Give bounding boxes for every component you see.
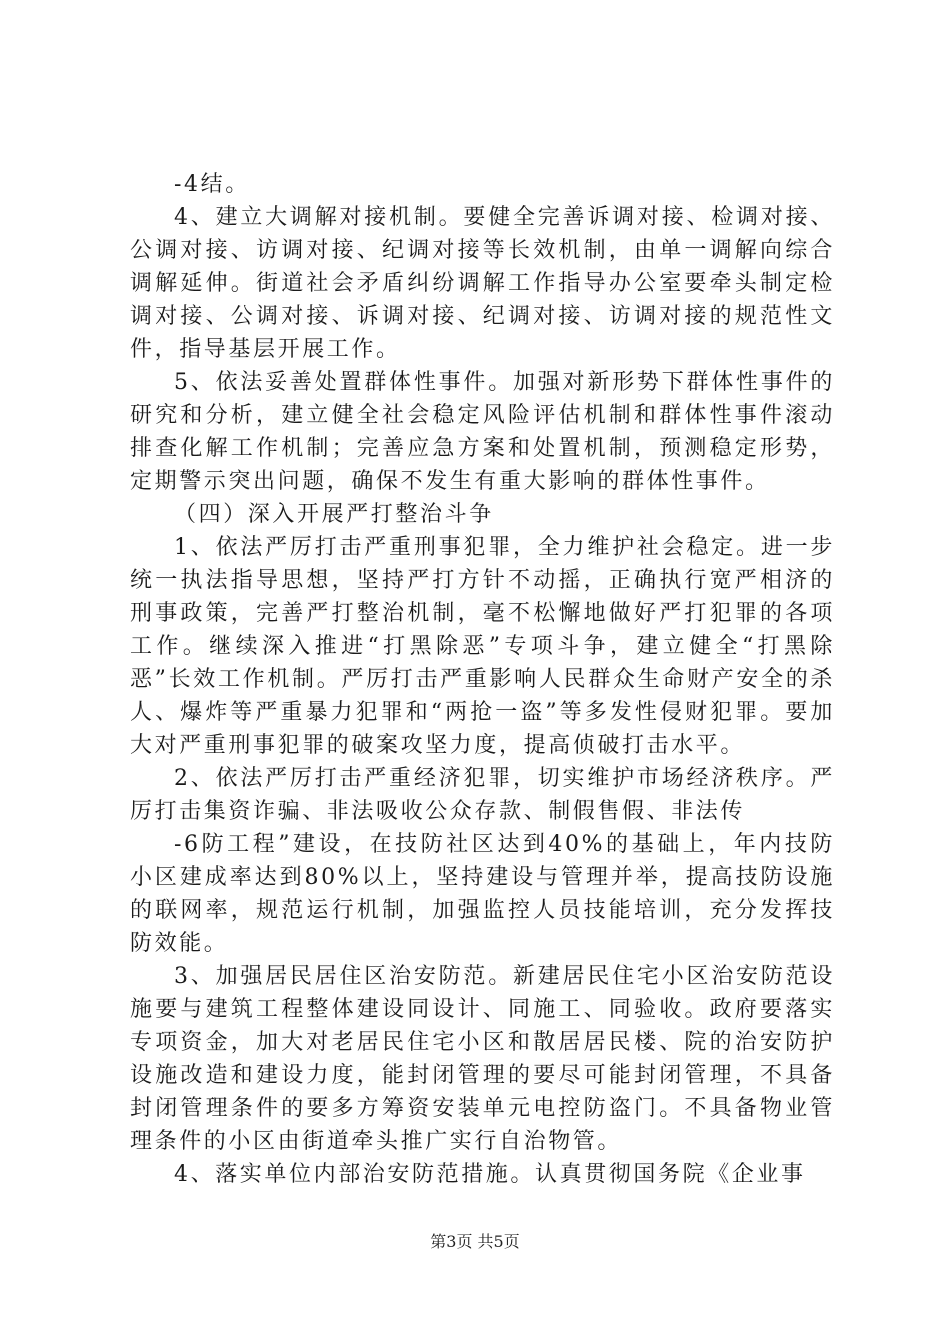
paragraph-tech-defense: -6防工程”建设，在技防社区达到40%的基础上，年内技防小区建成率达到80%以上，坚持建设与管理并举，提高技防设施的联网率，规范运行机制，加强监控人员技能培训，充分发挥技防效能。 — [130, 832, 835, 956]
paragraph-fragment-top: -4结。 — [174, 172, 250, 197]
paragraph-unit-security: 4、落实单位内部治安防范措施。认真贯彻国务院《企业事 — [174, 1162, 806, 1187]
section-heading-crackdown: （四）深入开展严打整治斗争 — [174, 502, 494, 527]
page-number-footer: 第3页 共5页 — [430, 1232, 520, 1251]
paragraph-mediation-mechanism: 4、建立大调解对接机制。要健全完善诉调对接、检调对接、公调对接、访调对接、纪调对接等长效机制，由单一调解向综合调解延伸。街道社会矛盾纠纷调解工作指导办公室要牵头制定检调对接、公调对接、诉调对接、纪调对接、访调对接的规范性文件，指导基层开展工作。 — [130, 205, 835, 362]
paragraph-criminal-crackdown: 1、依法严厉打击严重刑事犯罪，全力维护社会稳定。进一步统一执法指导思想，坚持严打方针不动摇，正确执行宽严相济的刑事政策，完善严打整治机制，毫不松懈地做好严打犯罪的各项工作。继续深入推进“打黑除恶”专项斗争，建立健全“打黑除恶”长效工作机制。严厉打击严重影响人民群众生命财产安全的杀人、爆炸等严重暴力犯罪和“两抢一盗”等多发性侵财犯罪。要加大对严重刑事犯罪的破案攻坚力度，提高侦破打击水平。 — [130, 535, 835, 758]
paragraph-economic-crime: 2、依法严厉打击严重经济犯罪，切实维护市场经济秩序。严厉打击集资诈骗、非法吸收公众存款、制假售假、非法传 — [130, 766, 835, 824]
paragraph-mass-incidents: 5、依法妥善处置群体性事件。加强对新形势下群体性事件的研究和分析，建立健全社会稳定风险评估机制和群体性事件滚动排查化解工作机制；完善应急方案和处置机制，预测稳定形势，定期警示突出问题，确保不发生有重大影响的群体性事件。 — [130, 370, 835, 494]
paragraph-residential-security: 3、加强居民居住区治安防范。新建居民住宅小区治安防范设施要与建筑工程整体建设同设计、同施工、同验收。政府要落实专项资金，加大对老居民住宅小区和散居居民楼、院的治安防护设施改造和建设力度，能封闭管理的要尽可能封闭管理，不具备封闭管理条件的要多方筹资安装单元电控防盗门。不具备物业管理条件的小区由街道牵头推广实行自治物管。 — [130, 964, 835, 1154]
document-body — [130, 168, 835, 1191]
